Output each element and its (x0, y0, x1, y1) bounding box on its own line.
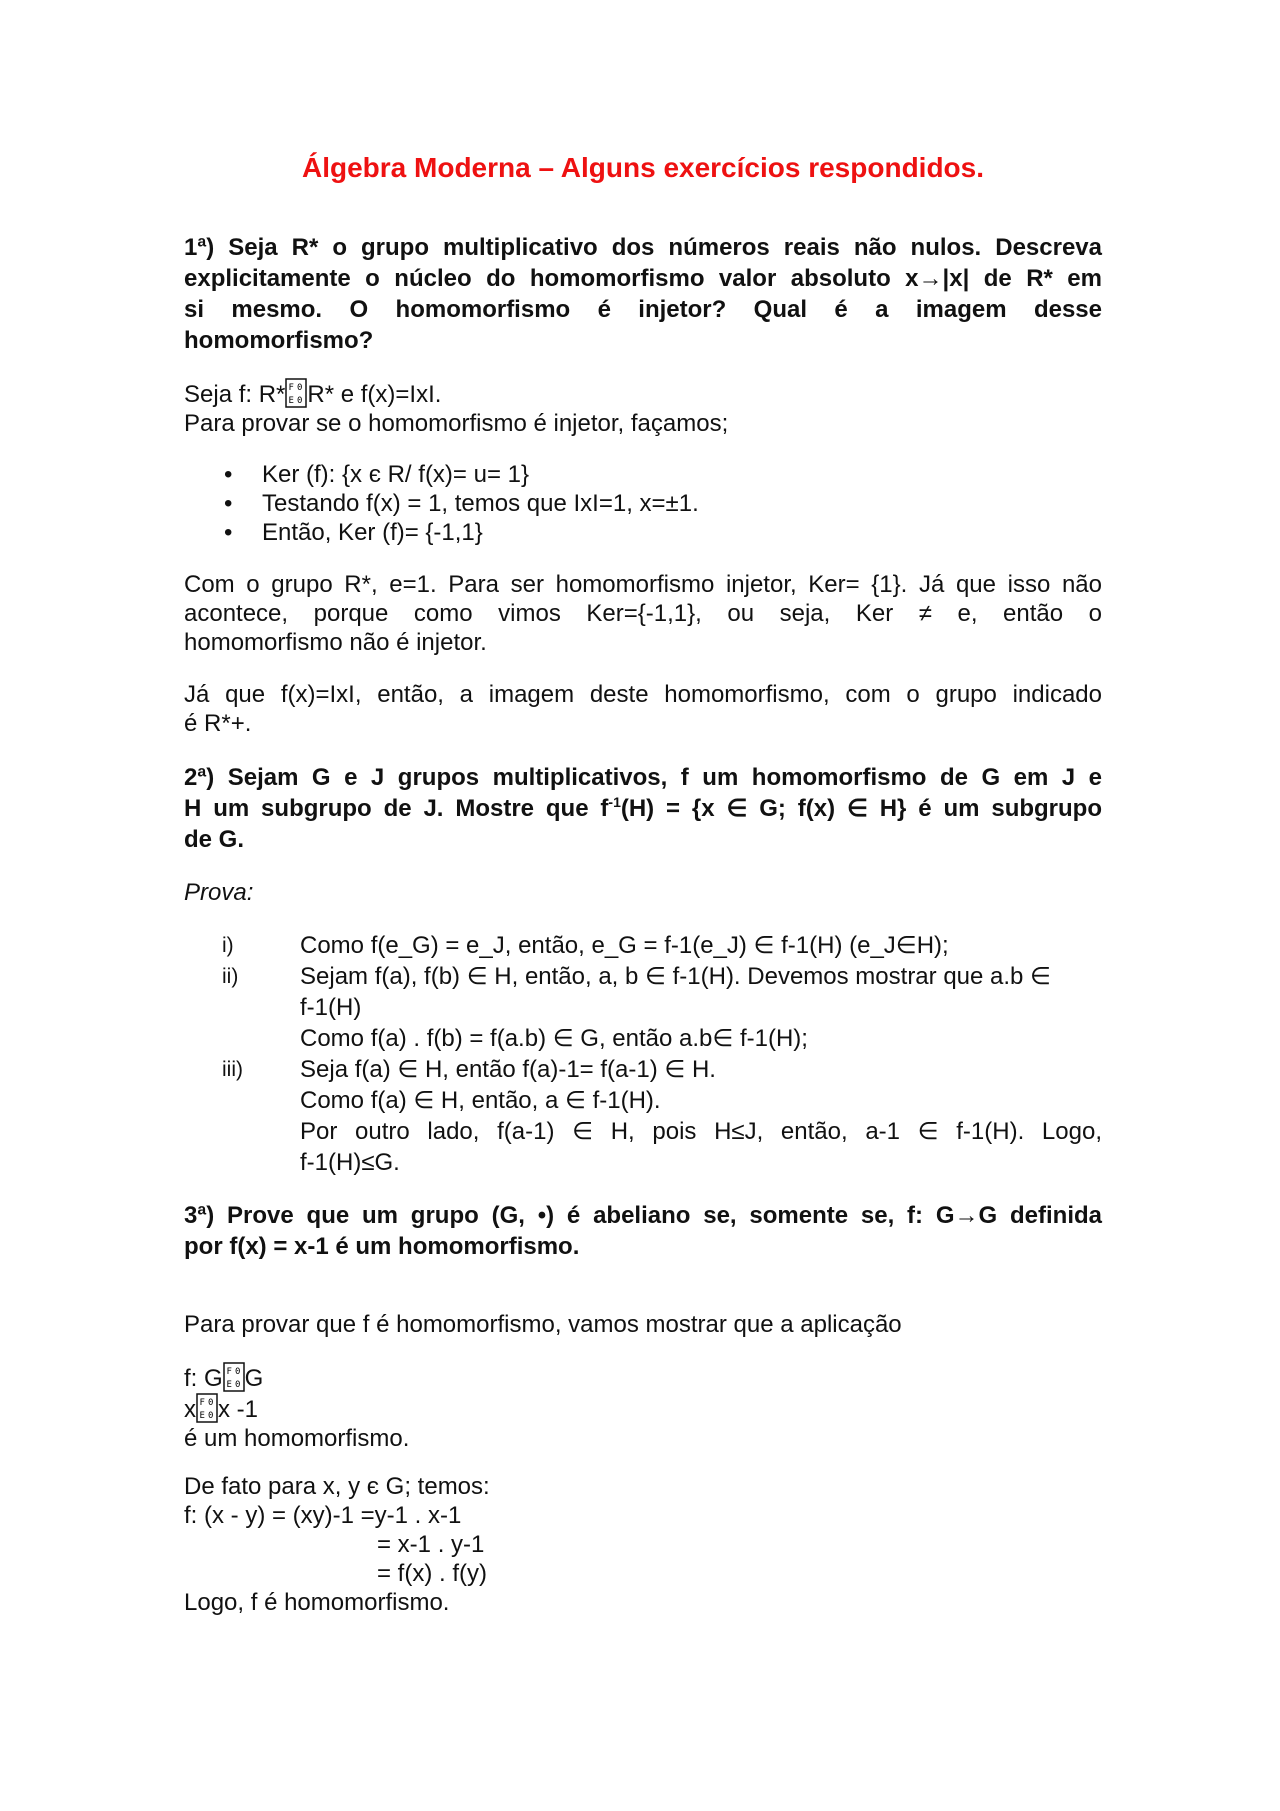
paragraph-line: Com o grupo R*, e=1. Para ser homomorfismo injetor, Ker= {1}. Já que isso não (184, 571, 1102, 598)
question-1-line: si mesmo. O homomorfismo é injetor? Qual é a imagem desse (184, 296, 1102, 323)
q1-intro-line2: Para provar se o homomorfismo é injetor, façamos; (184, 410, 729, 437)
map-text: f: G (184, 1365, 223, 1392)
missing-glyph-icon (223, 1362, 245, 1392)
q1-intro (184, 378, 1102, 438)
q3-map-line-2 (184, 1393, 1102, 1424)
svg-text:E: E (199, 1411, 205, 1421)
question-2-line: de G. (184, 826, 245, 853)
map-text: G (244, 1365, 264, 1392)
question-2-line: 2ª) Sejam G e J grupos multiplicativos, f um homomorfismo de G em J e (184, 764, 1102, 791)
question-2-line (184, 793, 1102, 824)
question-3 (184, 1200, 1102, 1262)
question-2-text: (H) = {x ∈ G; f(x) ∈ H} é um subgrupo (620, 795, 1102, 822)
question-1 (184, 232, 1102, 356)
question-3-line: 3ª) Prove que um grupo (G, •) é abeliano se, somente se, f: G→G definida (184, 1202, 1102, 1229)
q3-proof-line: De fato para x, y є G; temos: (184, 1473, 490, 1500)
document-title: Álgebra Moderna – Alguns exercícios respondidos. (301, 152, 985, 183)
list-item: • Testando f(x) = 1, temos que IxI=1, x=±1. (224, 489, 1084, 518)
equation-text: = f(x) . f(y) (377, 1560, 487, 1587)
proof-line: Seja f(a) ∈ H, então f(a)-1= f(a-1) ∈ H. (300, 1056, 716, 1083)
list-item: • Então, Ker (f)= {-1,1} (224, 518, 1084, 547)
q3-intro: Para provar que f é homomorfismo, vamos mostrar que a aplicação (184, 1311, 902, 1338)
prova-label: Prova: (184, 879, 254, 906)
proof-line: Como f(a) . f(b) = f(a.b) ∈ G, então a.b∈ f-1(H); (300, 1025, 808, 1052)
svg-text:E: E (226, 1380, 232, 1390)
proof-line: Como f(e_G) = e_J, então, e_G = f-1(e_J) ∈ f-1(H) (e_J∈H); (300, 932, 949, 959)
q1-paragraph-2 (184, 680, 1102, 738)
q3-equation-line (184, 1559, 1102, 1588)
proof-item-iii (184, 1054, 1102, 1178)
proof-line: Sejam f(a), f(b) ∈ H, então, a, b ∈ f-1(H). Devemos mostrar que a.b ∈ (300, 963, 1051, 990)
q3-map-line-1 (184, 1362, 1102, 1393)
q3-conclusion: Logo, f é homomorfismo. (184, 1589, 450, 1616)
proof-item-number: i) (222, 934, 234, 957)
svg-text:F: F (199, 1398, 205, 1408)
q3-map-line-3: é um homomorfismo. (184, 1425, 410, 1452)
question-2-text: H um subgrupo de J. Mostre que f (184, 795, 609, 822)
paragraph-line: é R*+. (184, 710, 252, 737)
list-item: • Ker (f): {x є R/ f(x)= u= 1} (224, 460, 1084, 489)
equation-text: = x-1 . y-1 (377, 1531, 485, 1558)
proof-line: Por outro lado, f(a-1) ∈ H, pois H≤J, então, a-1 ∈ f-1(H). Logo, (300, 1118, 1102, 1145)
proof-line: Como f(a) ∈ H, então, a ∈ f-1(H). (300, 1087, 661, 1114)
proof-item-number: ii) (222, 965, 239, 988)
svg-text:0: 0 (208, 1398, 214, 1408)
svg-text:0: 0 (234, 1367, 241, 1377)
q3-equation-line: f: (x - y) = (xy)-1 =y-1 . x-1 (184, 1502, 462, 1529)
question-1-line: explicitamente o núcleo do homomorfismo valor absoluto x→|x| de R* em (184, 265, 1102, 292)
proof-line: f-1(H) (300, 994, 362, 1021)
svg-text:0: 0 (297, 383, 303, 393)
paragraph-line: acontece, porque como vimos Ker={-1,1}, ou seja, Ker ≠ e, então o (184, 600, 1102, 627)
question-1-line: homomorfismo? (184, 327, 374, 354)
svg-text:0: 0 (208, 1411, 214, 1421)
paragraph-line: homomorfismo não é injetor. (184, 629, 487, 656)
q1-function-post: R* e f(x)=IxI. (307, 381, 442, 408)
proof-item-ii (184, 961, 1102, 1054)
map-text: x (184, 1396, 196, 1423)
q3-equation-line (184, 1530, 1102, 1559)
svg-text:0: 0 (297, 396, 303, 406)
q1-bullet-list (224, 460, 1084, 547)
question-1-line: 1ª) Seja R* o grupo multiplicativo dos números reais não nulos. Descreva (184, 234, 1102, 261)
question-2 (184, 762, 1102, 855)
q1-function-def (184, 378, 1102, 409)
q3-proof (184, 1472, 1102, 1617)
q3-map (184, 1362, 1102, 1453)
question-2-sup: -1 (608, 794, 621, 810)
question-3-line: por f(x) = x-1 é um homomorfismo. (184, 1233, 580, 1260)
missing-glyph-icon (285, 378, 307, 408)
q1-function-pre: Seja f: R* (184, 381, 286, 408)
svg-text:F: F (226, 1367, 232, 1377)
q1-paragraph-1 (184, 570, 1102, 657)
proof-line: f-1(H)≤G. (300, 1149, 400, 1176)
proof-item-number: iii) (222, 1058, 243, 1081)
map-text: x -1 (218, 1396, 259, 1423)
svg-text:E: E (288, 396, 295, 406)
missing-glyph-icon (196, 1393, 218, 1423)
q2-proof-list (184, 930, 1102, 1178)
svg-text:F: F (288, 383, 295, 393)
svg-text:0: 0 (234, 1380, 241, 1390)
proof-item-i (184, 930, 1102, 961)
paragraph-line: Já que f(x)=IxI, então, a imagem deste homomorfismo, com o grupo indicado (184, 681, 1102, 708)
